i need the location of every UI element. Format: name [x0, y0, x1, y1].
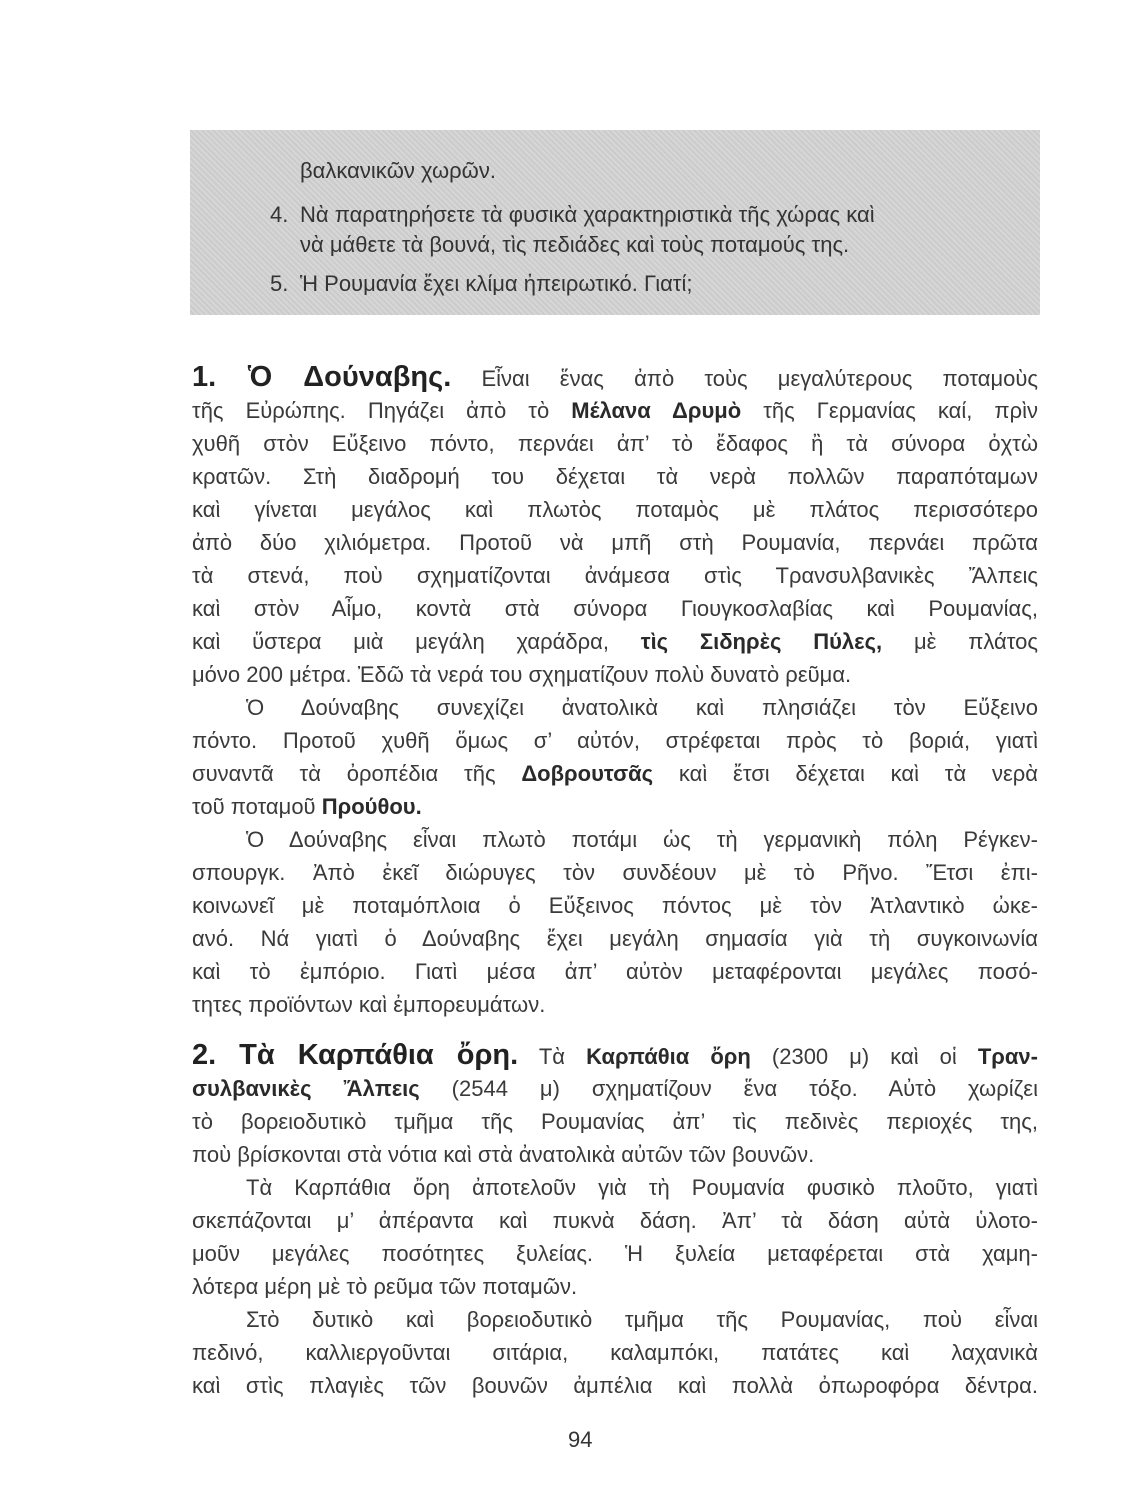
- paragraph-text: καὶ στὸν Αἶμο, κοντὰ στὰ σύνορα Γιουγκοσλαβίας καὶ Ρουμανίας,: [192, 596, 1038, 621]
- paragraph-text: Τὰ: [538, 1044, 566, 1069]
- paragraph-text: Στὸ δυτικὸ καὶ βορειοδυτικὸ τμῆμα τῆς Ρουμανίας, ποὺ εἶναι: [246, 1307, 1038, 1332]
- paragraph-text: τὸ βορειοδυτικὸ τμῆμα τῆς Ρουμανίας ἀπ’ τὶς πεδινὲς περιοχές της,: [192, 1109, 1038, 1134]
- bold-term: Προύθου.: [321, 794, 422, 819]
- paragraph-text: πεδινό, καλλιεργοῦνται σιτάρια, καλαμπόκι, πατάτες καὶ λαχανικὰ: [192, 1340, 1038, 1365]
- bold-term: Τραν-: [977, 1044, 1038, 1069]
- paragraph-text: (2300 μ) καὶ οἱ: [771, 1044, 957, 1069]
- paragraph-text: πόντο. Προτοῦ χυθῆ ὅμως σ’ αὐτόν, στρέφεται πρὸς τὸ βοριά, γιατὶ: [192, 728, 1038, 753]
- section-1-heading: 1. Ὁ Δούναβης.: [192, 361, 452, 393]
- paragraph-text: (2544 μ) σχηματίζουν ἕνα τόξο. Αὐτὸ χωρίζει: [451, 1076, 1038, 1101]
- section-1-p3-line-1: [246, 825, 1038, 855]
- section-2-p2-line-3: [192, 1239, 1038, 1269]
- paragraph-text: τῆς Εὐρώπης. Πηγάζει ἀπὸ τὸ: [192, 398, 550, 423]
- bold-term: τὶς Σιδηρὲς Πύλες,: [640, 629, 883, 654]
- bold-term: συλβανικὲς Ἄλπεις: [192, 1076, 420, 1101]
- question-number: 5.: [270, 271, 289, 296]
- paragraph-text: τὰ στενά, ποὺ σχηματίζονται ἀνάμεσα στὶς Τρανσυλβανικὲς Ἄλπεις: [192, 563, 1038, 588]
- paragraph-text: μοῦν μεγάλες ποσότητες ξυλείας. Ἡ ξυλεία μεταφέρεται στὰ χαμη-: [192, 1241, 1038, 1266]
- paragraph-text: Ὁ Δούναβης εἶναι πλωτὸ ποτάμι ὡς τὴ γερμανικὴ πόλη Ρέγκεν-: [246, 827, 1038, 852]
- paragraph-text: καὶ ἔτσι δέχεται καὶ τὰ νερὰ: [678, 761, 1038, 786]
- section-1-line-1: [192, 362, 1038, 394]
- paragraph-text: καὶ τὸ ἐμπόριο. Γιατὶ μέσα ἀπ’ αὐτὸν μεταφέρονται μεγάλες ποσό-: [192, 959, 1038, 984]
- section-2-p2-line-4: [192, 1272, 1038, 1302]
- paragraph-text: τητες προϊόντων καὶ ἐμπορευμάτων.: [192, 992, 546, 1017]
- section-2-p3-line-3: [192, 1371, 1038, 1401]
- section-1-p2-line-2: [192, 726, 1038, 756]
- section-1-p3-line-4: [192, 924, 1038, 954]
- paragraph-text: καὶ γίνεται μεγάλος καὶ πλωτὸς ποταμὸς μὲ πλάτος περισσότερο: [192, 497, 1038, 522]
- section-1-line-6: [192, 528, 1038, 558]
- paragraph-text: κρατῶν. Στὴ διαδρομή του δέχεται τὰ νερὰ πολλῶν παραπόταμων: [192, 464, 1038, 489]
- question-5-line-1: [270, 269, 693, 299]
- question-4-line-2: [300, 230, 849, 260]
- paragraph-text: σπουργκ. Ἀπὸ ἐκεῖ διώρυγες τὸν συνδέουν μὲ τὸ Ρῆνο. Ἔτσι ἐπι-: [192, 860, 1038, 885]
- section-2-p3-line-2: [192, 1338, 1038, 1368]
- question-3-tail: [300, 156, 496, 186]
- section-1-p3-line-6: [192, 990, 1038, 1020]
- section-1-line-4: [192, 462, 1038, 492]
- section-1-p3-line-3: [192, 891, 1038, 921]
- paragraph-text: μὲ πλάτος: [913, 629, 1038, 654]
- paragraph-text: ἀπὸ δύο χιλιόμετρα. Προτοῦ νὰ μπῆ στὴ Ρουμανία, περνάει πρῶτα: [192, 530, 1038, 555]
- section-1-line-2: [192, 396, 1038, 426]
- section-1-p3-line-2: [192, 858, 1038, 888]
- bold-term: Μέλανα Δρυμὸ: [571, 398, 742, 423]
- question-text: Ἡ Ρουμανία ἔχει κλίμα ἠπειρωτικό. Γιατί;: [300, 271, 693, 296]
- section-1-p3-line-5: [192, 957, 1038, 987]
- paragraph-text: χυθῆ στὸν Εὔξεινο πόντο, περνάει ἀπ’ τὸ ἔδαφος ἢ τὰ σύνορα ὀχτὼ: [192, 431, 1038, 456]
- paragraph-text: ανό. Νά γιατὶ ὁ Δούναβης ἔχει μεγάλη σημασία γιὰ τὴ συγκοινωνία: [192, 926, 1038, 951]
- section-1-line-8: [192, 594, 1038, 624]
- paragraph-text: ποὺ βρίσκονται στὰ νότια καὶ στὰ ἀνατολικὰ αὐτῶν τῶν βουνῶν.: [192, 1142, 815, 1167]
- question-text: νὰ μάθετε τὰ βουνά, τὶς πεδιάδες καὶ τοὺς ποταμούς της.: [300, 232, 850, 257]
- paragraph-text: μόνο 200 μέτρα. Ἐδῶ τὰ νερά του σχηματίζουν πολὺ δυνατὸ ρεῦμα.: [192, 662, 852, 687]
- section-2-line-4: [192, 1140, 1038, 1170]
- question-text: βαλκανικῶν χωρῶν.: [300, 158, 496, 183]
- paragraph-text: συναντᾶ τὰ ὀροπέδια τῆς: [192, 761, 496, 786]
- section-1-p2-line-3: [192, 759, 1038, 789]
- question-4-line-1: [270, 200, 875, 230]
- question-text: Νὰ παρατηρήσετε τὰ φυσικὰ χαρακτηριστικὰ τῆς χώρας καὶ: [300, 202, 875, 227]
- section-2-p3-line-1: [246, 1305, 1038, 1335]
- section-2-p2-line-2: [192, 1206, 1038, 1236]
- paragraph-text: σκεπάζονται μ’ ἀπέραντα καὶ πυκνὰ δάση. Ἀπ’ τὰ δάση αὐτὰ ὑλοτο-: [192, 1208, 1038, 1233]
- section-2-p2-line-1: [246, 1173, 1038, 1203]
- paragraph-text: κοινωνεῖ μὲ ποταμόπλοια ὁ Εὔξεινος πόντος μὲ τὸν Ἀτλαντικὸ ὠκε-: [192, 893, 1038, 918]
- section-2-line-2: [192, 1074, 1038, 1104]
- section-1-line-9: [192, 627, 1038, 657]
- section-1-p2-line-1: [246, 693, 1038, 723]
- page-number: 94: [568, 1427, 593, 1452]
- paragraph-text: Ὁ Δούναβης συνεχίζει ἀνατολικὰ καὶ πλησιάζει τὸν Εὔξεινο: [246, 695, 1038, 720]
- section-2-heading: 2. Τὰ Καρπάθια ὄρη.: [192, 1039, 519, 1071]
- paragraph-text: καὶ ὕστερα μιὰ μεγάλη χαράδρα,: [192, 629, 609, 654]
- paragraph-text: τῆς Γερμανίας καί, πρὶν: [763, 398, 1038, 423]
- section-2-line-1: [192, 1040, 1038, 1072]
- paragraph-text: λότερα μέρη μὲ τὸ ρεῦμα τῶν ποταμῶν.: [192, 1274, 578, 1299]
- section-1-line-7: [192, 561, 1038, 591]
- paragraph-text: Εἶναι ἕνας ἀπὸ τοὺς μεγαλύτερους ποταμοὺς: [481, 366, 1038, 391]
- paragraph-text: καὶ στὶς πλαγιὲς τῶν βουνῶν ἀμπέλια καὶ πολλὰ ὀπωροφόρα δέντρα.: [192, 1373, 1038, 1398]
- section-2-line-3: [192, 1107, 1038, 1137]
- bold-term: Δοβρουτσᾶς: [521, 761, 654, 786]
- paragraph-text: Τὰ Καρπάθια ὄρη ἀποτελοῦν γιὰ τὴ Ρουμανία φυσικὸ πλοῦτο, γιατὶ: [246, 1175, 1038, 1200]
- section-1-line-10: [192, 660, 1038, 690]
- section-1-line-5: [192, 495, 1038, 525]
- section-1-p2-line-4: [192, 792, 1038, 822]
- section-1-line-3: [192, 429, 1038, 459]
- paragraph-text: τοῦ ποταμοῦ: [192, 794, 316, 819]
- bold-term: Καρπάθια ὄρη: [586, 1044, 751, 1069]
- question-number: 4.: [270, 202, 289, 227]
